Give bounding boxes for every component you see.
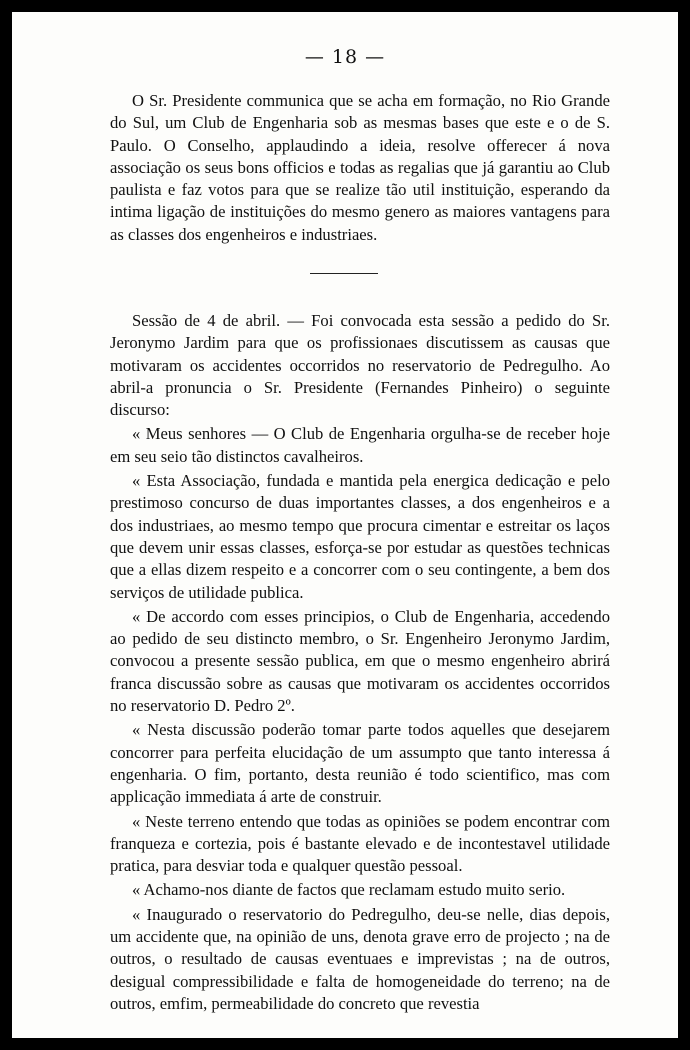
paragraph-speech-3: « De accordo com esses principios, o Club de Engenharia, accedendo ao pedido de seu distincto membro, o Sr. Engenheiro Jeronymo Jardim, convocou a presente sessão publica, em que o mesmo engenheiro abrirá franca discussão sobre as causas que motivaram os accidentes occorridos no reservatorio D. Pedro 2º. — [110, 606, 610, 716]
paragraph-speech-5: « Neste terreno entendo que todas as opiniões se podem encontrar com franqueza e cortezia, pois é bastante elevado e de incontestavel utilidade pratica, para desviar toda e qualquer questão pessoal. — [110, 811, 610, 876]
paragraph-speech-4: « Nesta discussão poderão tomar parte todos aquelles que desejarem concorrer para perfeita elucidação de um assumpto que tanto interessa á engenharia. O fim, portanto, desta reunião é todo scientifico, mas com applicação immediata á arte de construir. — [110, 720, 610, 807]
paragraph-session-intro: Sessão de 4 de abril. — Foi convocada esta sessão a pedido do Sr. Jeronymo Jardim para que os profissionaes discutissem as causas que motivaram os accidentes occorridos no reservatorio de Pedregulho. Ao abril-a pronuncia o Sr. Presidente (Fernandes Pinheiro) o seguinte discurso: — [110, 311, 610, 420]
section-separator-rule — [310, 273, 378, 274]
paragraph-speech-6: « Achamo-nos diante de factos que reclamam estudo muito serio. — [132, 880, 566, 900]
text-section-sessao-4-abril — [110, 310, 610, 1017]
document-page — [12, 12, 678, 1038]
page-number: — 18 — — [304, 46, 386, 68]
paragraph-speech-1: « Meus senhores — O Club de Engenharia orgulha-se de receber hoje em seu seio tão distinctos cavalheiros. — [110, 424, 610, 466]
paragraph-speech-2: « Esta Associação, fundada e mantida pela energica dedicação e pelo prestimoso concurso de duas importantes classes, a dos engenheiros e a dos industriaes, ao mesmo tempo que procura cimentar e estreitar os laços que devem unir essas classes, esforça-se por estudar as questões technicas que a ellas dizem respeito e a concorrer com o seu contingente, a bem dos serviços de utilidade publica. — [110, 471, 610, 602]
paragraph: O Sr. Presidente communica que se acha em formação, no Rio Grande do Sul, um Club de Engenharia sob as mesmas bases que este e o de S. Paulo. O Conselho, applaudindo a ideia, resolve offerecer á nova associação os seus bons officios e todas as regalias que já garantiu ao Club paulista e faz votos para que se realize tão util instituição, esperando da intima ligação de instituições do mesmo genero as maiores vantagens para as classes dos engenheiros e industriaes. — [110, 91, 610, 244]
paragraph-speech-7: « Inaugurado o reservatorio do Pedregulho, deu-se nelle, dias depois, um accidente que, na opinião de uns, denota grave erro de projecto ; na de outros, o resultado de causas eventuaes e imprevistas ; na de outros, desigual compressibilidade e falta de homogeneidade do terreno; na de outros, emfim, permeabilidade do concreto que revestia — [110, 904, 610, 1013]
text-section-club-rio-grande — [110, 90, 610, 248]
